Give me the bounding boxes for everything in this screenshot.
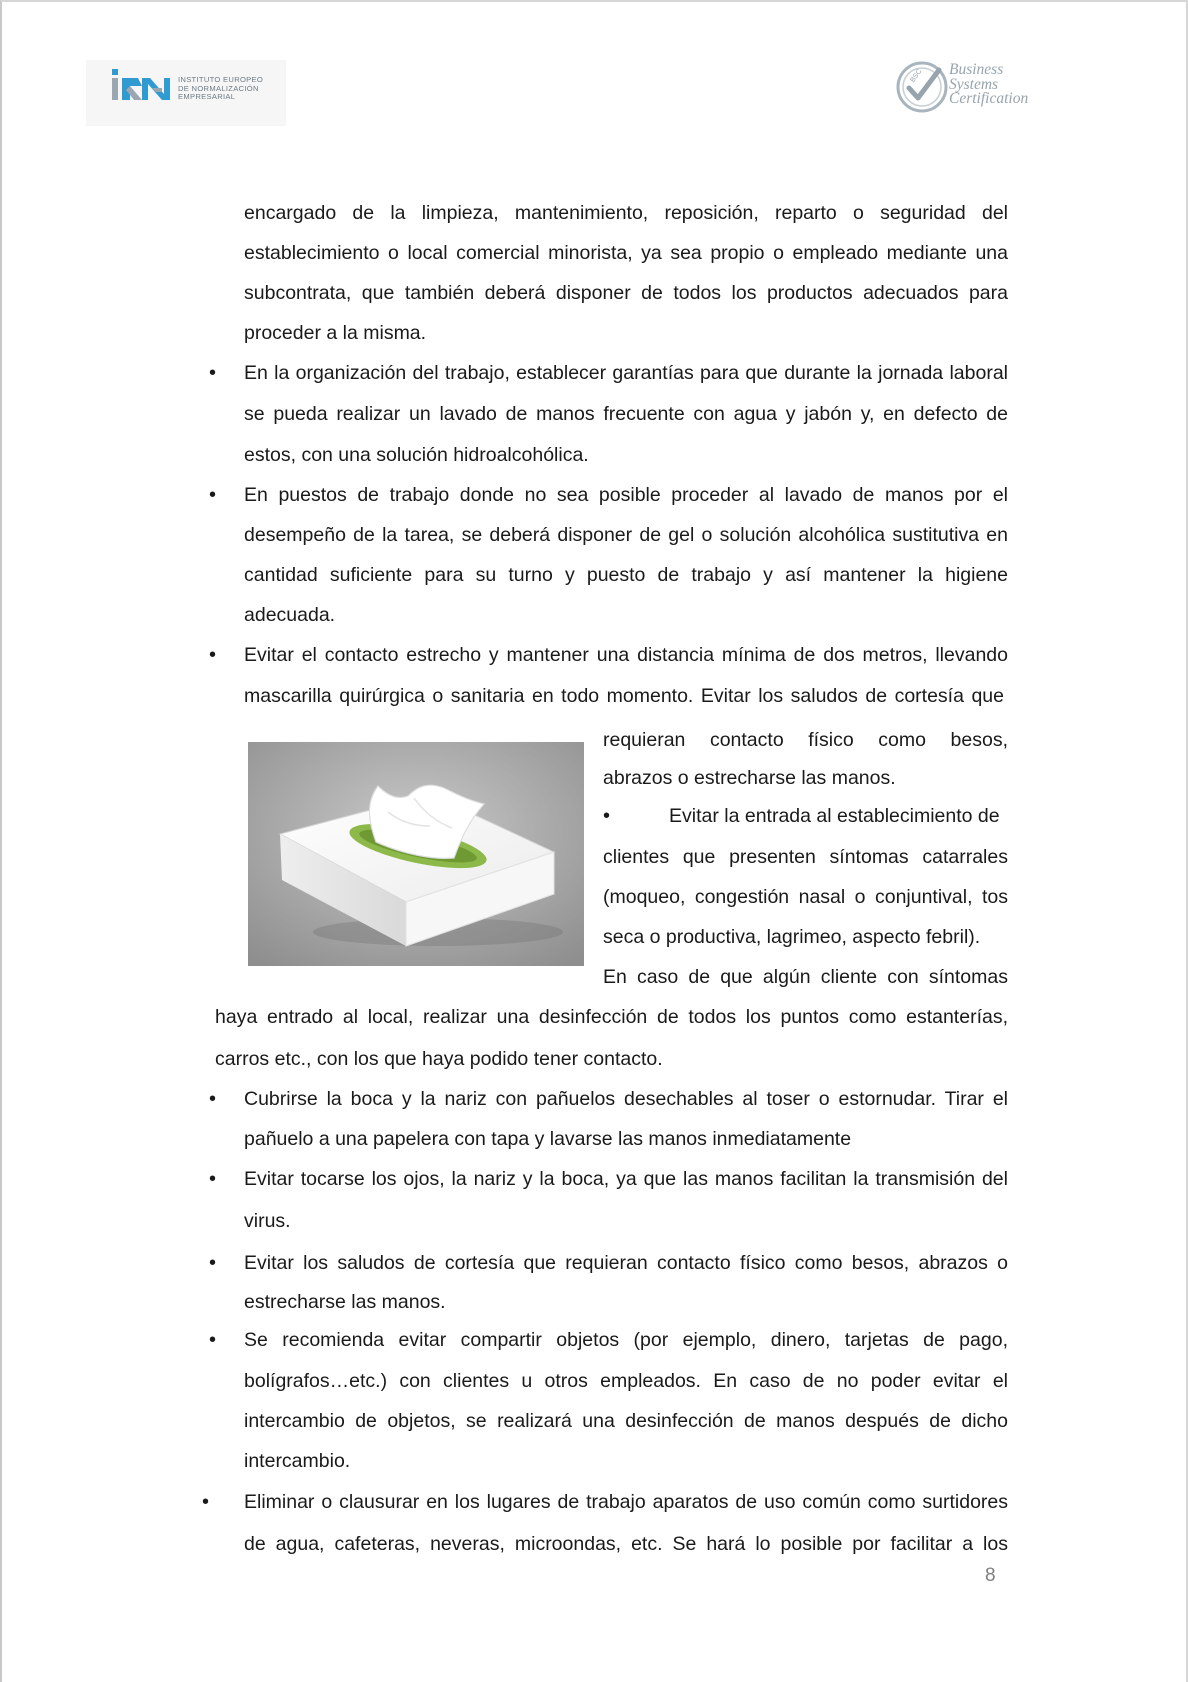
- text-line: haya entrado al local, realizar una desinfección de todos los puntos como estanterías,: [215, 1006, 1008, 1028]
- ine-logo-line: DE NORMALIZACIÓN: [178, 83, 259, 93]
- text-line: Eliminar o clausurar en los lugares de trabajo aparatos de uso común como surtidores: [244, 1491, 1008, 1513]
- text-line: desempeño de la tarea, se deberá disponer de gel o solución alcohólica sustitutiva en: [244, 524, 1008, 546]
- text-line: mascarilla quirúrgica o sanitaria en todo momento. Evitar los saludos de cortesía que: [244, 685, 1004, 707]
- bullet-marker: •: [209, 484, 217, 506]
- text-line: estrecharse las manos.: [244, 1291, 446, 1313]
- bsc-logo-line: Certification: [949, 90, 1029, 107]
- bullet-marker: •: [603, 805, 611, 827]
- text-line: seca o productiva, lagrimeo, aspecto febril).: [603, 926, 981, 948]
- text-line: En la organización del trabajo, establecer garantías para que durante la jornada laboral: [244, 362, 1008, 384]
- text-line: Se recomienda evitar compartir objetos (por ejemplo, dinero, tarjetas de pago,: [244, 1329, 1008, 1351]
- text-line: pañuelo a una papelera con tapa y lavarse las manos inmediatamente: [244, 1128, 852, 1150]
- text-line: En puestos de trabajo donde no sea posible proceder al lavado de manos por el: [244, 484, 1008, 506]
- bsc-logo-text: [949, 63, 1028, 107]
- ine-logo-mark-icon: [108, 66, 174, 118]
- text-line: Evitar los saludos de cortesía que requieran contacto físico como besos, abrazos o: [244, 1252, 1008, 1274]
- bullet-marker: •: [209, 362, 217, 384]
- bullet-marker: •: [209, 1168, 217, 1190]
- text-line: intercambio de objetos, se realizará una desinfección de manos después de dicho: [244, 1410, 1008, 1432]
- text-line: (moqueo, congestión nasal o conjuntival, tos: [603, 886, 1008, 908]
- text-line: se pueda realizar un lavado de manos frecuente con agua y jabón y, en defecto de: [244, 403, 1008, 425]
- text-line: requieran contacto físico como besos,: [603, 729, 1008, 751]
- text-line: Evitar el contacto estrecho y mantener una distancia mínima de dos metros, llevando: [244, 644, 1008, 666]
- page-number: 8: [985, 1565, 996, 1586]
- text-line: estos, con una solución hidroalcohólica.: [244, 444, 589, 466]
- bullet-marker: •: [209, 1088, 217, 1110]
- bsc-logo: [895, 58, 1055, 118]
- bsc-checkmark-seal-icon: [895, 58, 951, 116]
- text-line: adecuada.: [244, 604, 336, 626]
- text-line: Cubrirse la boca y la nariz con pañuelos desechables al toser o estornudar. Tirar el: [244, 1088, 1008, 1110]
- ine-logo-line: EMPRESARIAL: [178, 92, 236, 102]
- text-line: subcontrata, que también deberá disponer de todos los productos adecuados para: [244, 282, 1008, 304]
- bullet-marker: •: [202, 1491, 210, 1513]
- ine-logo-text: [178, 76, 288, 102]
- tissue-box-image: [248, 742, 584, 966]
- text-line: bolígrafos…etc.) con clientes u otros empleados. En caso de no poder evitar el: [244, 1370, 1008, 1392]
- text-line: intercambio.: [244, 1450, 351, 1472]
- text-line: Evitar la entrada al establecimiento de: [669, 805, 1000, 827]
- bullet-marker: •: [209, 1329, 217, 1351]
- text-line: establecimiento o local comercial minorista, ya sea propio o empleado mediante una: [244, 242, 1008, 264]
- ine-logo: [86, 60, 286, 126]
- text-line: carros etc., con los que haya podido tener contacto.: [215, 1048, 663, 1070]
- bsc-logo-line: Business: [949, 61, 1004, 78]
- text-line: clientes que presenten síntomas catarrales: [603, 846, 1008, 868]
- text-line: abrazos o estrecharse las manos.: [603, 767, 896, 789]
- text-line: cantidad suficiente para su turno y puesto de trabajo y así mantener la higiene: [244, 564, 1008, 586]
- text-line: encargado de la limpieza, mantenimiento, reposición, reparto o seguridad del: [244, 202, 1008, 224]
- bullet-marker: •: [209, 1252, 217, 1274]
- bsc-logo-line: Systems: [949, 75, 999, 93]
- bsc-seal-label: BSC: [909, 68, 924, 84]
- text-line: de agua, cafeteras, neveras, microondas, etc. Se hará lo posible por facilitar a los: [244, 1533, 1008, 1555]
- text-line: virus.: [244, 1210, 291, 1232]
- text-line: Evitar tocarse los ojos, la nariz y la boca, ya que las manos facilitan la transmisión del: [244, 1168, 1008, 1190]
- text-line: proceder a la misma.: [244, 322, 427, 344]
- text-line: En caso de que algún cliente con síntomas: [603, 966, 1008, 988]
- bullet-marker: •: [209, 644, 217, 666]
- ine-logo-line: INSTITUTO EUROPEO: [178, 75, 264, 84]
